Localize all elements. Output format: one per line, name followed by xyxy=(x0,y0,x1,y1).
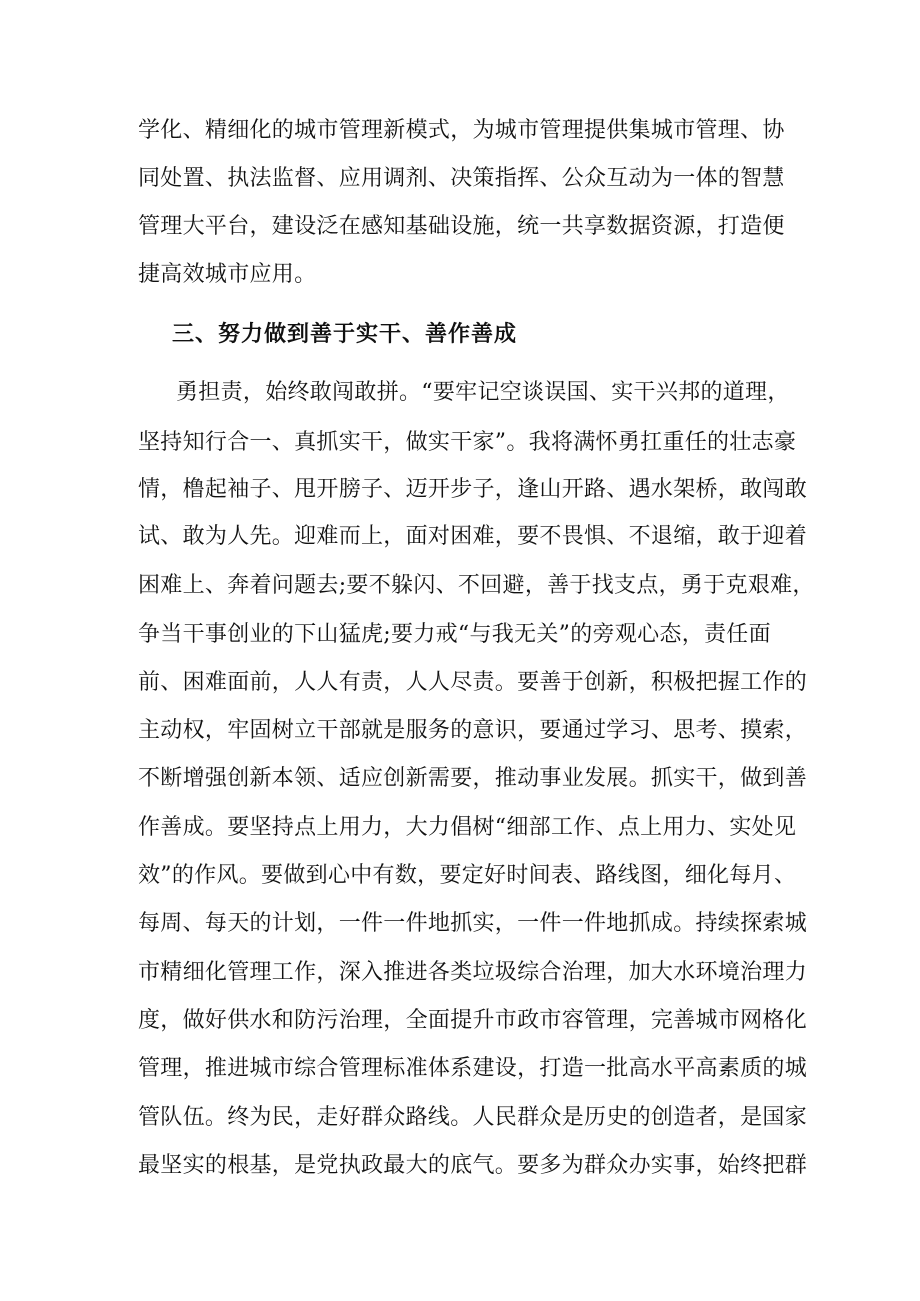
paragraph-line: 试、敢为人先。迎难而上，面对困难，要不畏惧、不退缩，敢于迎着 xyxy=(138,524,808,549)
paragraph-line: 管理大平台，建设泛在感知基础设施，统一共享数据资源，打造便 xyxy=(138,214,785,239)
paragraph-line: 前、困难面前，人人有责，人人尽责。要善于创新，积极把握工作的 xyxy=(138,670,808,695)
paragraph-line: 作善成。要坚持点上用力，大力倡树“细部工作、点上用力、实处见 xyxy=(138,815,797,840)
paragraph-line: 市精细化管理工作，深入推进各类垃圾综合治理，加大水环境治理力 xyxy=(138,960,808,985)
paragraph-line: 勇担责，始终敢闯敢拼。“要牢记空谈误国、实干兴邦的道理， xyxy=(176,380,790,405)
paragraph-line: 坚持知行合一、真抓实干，做实干家”。我将满怀勇扛重任的壮志豪 xyxy=(138,430,797,455)
paragraph-line: 捷高效城市应用。 xyxy=(138,262,317,287)
paragraph-line: 每周、每天的计划，一件一件地抓实，一件一件地抓成。持续探索城 xyxy=(138,911,808,936)
paragraph-line: 管理，推进城市综合管理标准体系建设，打造一批高水平高素质的城 xyxy=(138,1056,808,1081)
paragraph-line: 情，橹起袖子、甩开膀子、迈开步子，逢山开路、遇水架桥，敢闯敢 xyxy=(138,477,808,502)
paragraph-line: 困难上、奔着问题去;要不躲闪、不回避，善于找支点，勇于克艰难， xyxy=(138,573,815,598)
paragraph-line: 效”的作风。要做到心中有数，要定好时间表、路线图，细化每月、 xyxy=(138,863,797,888)
paragraph-line: 同处置、执法监督、应用调剂、决策指挥、公众互动为一体的智慧 xyxy=(138,166,785,191)
paragraph-line: 度，做好供水和防污治理，全面提升市政市容管理，完善城市网格化 xyxy=(138,1008,808,1033)
section-heading: 三、努力做到善于实干、善作善成 xyxy=(172,322,518,347)
paragraph-line: 不断增强创新本领、适应创新需要，推动事业发展。抓实干，做到善 xyxy=(138,766,808,791)
paragraph-line: 主动权，牢固树立干部就是服务的意识，要通过学习、思考、摸索， xyxy=(138,718,808,743)
paragraph-line: 学化、精细化的城市管理新模式，为城市管理提供集城市管理、协 xyxy=(138,118,785,143)
paragraph-line: 管队伍。终为民，走好群众路线。人民群众是历史的创造者，是国家 xyxy=(138,1105,808,1130)
paragraph-line: 最坚实的根基，是党执政最大的底气。要多为群众办实事，始终把群 xyxy=(138,1153,808,1178)
paragraph-line: 争当干事创业的下山猛虎;要力戒“与我无关”的旁观心态，责任面 xyxy=(138,622,771,647)
